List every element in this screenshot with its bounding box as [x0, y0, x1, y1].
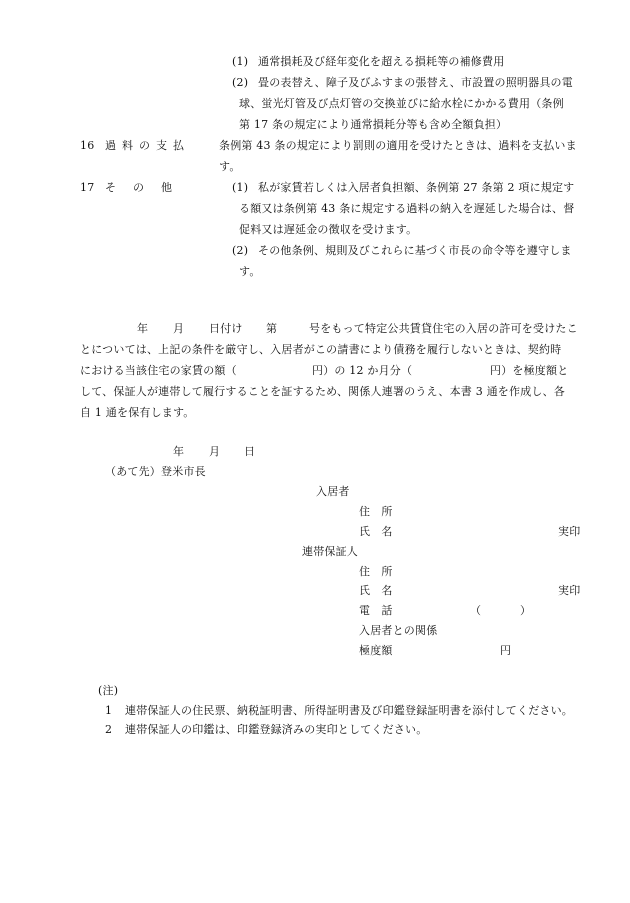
tenant-seal-label: 実印	[558, 525, 581, 538]
guarantor-phone-label: 電 話	[359, 604, 393, 617]
statement-line3-a: における当該住宅の家賃の額（	[80, 364, 237, 377]
tenant-address-label: 住 所	[359, 505, 393, 518]
clause15-item2-number: (2)	[232, 76, 249, 89]
clause16-line2: す。	[219, 160, 241, 173]
statement-line5: 自 1 通を保有します。	[80, 406, 195, 419]
statement-day: 日付け	[209, 322, 243, 335]
statement-number-prefix: 第	[266, 322, 278, 335]
clause15-item2-line2: 球、蛍光灯管及び点灯管の交換並びに給水栓にかかる費用（条例	[239, 97, 564, 110]
clause15-item1-text: 通常損耗及び経年変化を超える損耗等の補修費用	[258, 55, 505, 68]
guarantor-relation-label: 入居者との関係	[359, 624, 438, 637]
clause16-title: 過料の支払	[105, 139, 190, 152]
note2-text: 連帯保証人の印鑑は、印鑑登録済みの実印としてください。	[125, 723, 428, 736]
statement-year: 年	[137, 322, 149, 335]
clause17-item2-line1: その他条例、規則及びこれらに基づく市長の命令等を遵守しま	[258, 244, 572, 257]
guarantor-seal-label: 実印	[558, 584, 581, 597]
date-month-label: 月	[209, 445, 221, 458]
clause15-item2-line3: 第 17 条の規定により通常損耗分等も含め全額負担）	[239, 118, 508, 131]
clause15-item1-number: (1)	[232, 55, 249, 68]
guarantor-heading: 連帯保証人	[302, 545, 358, 558]
note2-number: 2	[105, 723, 113, 736]
tenant-heading: 入居者	[316, 485, 350, 498]
clause17-item2-line2: す。	[239, 265, 261, 278]
tenant-name-label: 氏 名	[359, 525, 393, 538]
clause16-number: 16	[80, 139, 95, 152]
clause16-line1: 条例第 43 条の規定により罰則の適用を受けたときは、過料を支払いま	[219, 139, 577, 152]
clause17-item1-number: (1)	[232, 181, 249, 194]
note1-text: 連帯保証人の住民票、納税証明書、所得証明書及び印鑑登録証明書を添付してください。	[125, 704, 573, 717]
guarantor-name-label: 氏 名	[359, 584, 393, 597]
notes-heading: (注)	[98, 684, 119, 697]
addressee: （あて先）登米市長	[105, 465, 206, 478]
date-day-label: 日	[244, 445, 256, 458]
statement-line4: して、保証人が連帯して履行することを証するため、関係人連署のうえ、本書 3 通を作成し、各	[80, 385, 565, 398]
clause17-item2-number: (2)	[232, 244, 249, 257]
guarantor-address-label: 住 所	[359, 565, 393, 578]
guarantor-phone-paren-close: ）	[520, 604, 532, 617]
guarantor-limit-unit: 円	[500, 644, 512, 657]
statement-line3-c: 円）を極度額と	[490, 364, 569, 377]
note1-number: 1	[105, 704, 113, 717]
clause17-item1-line1: 私が家賃若しくは入居者負担額、条例第 27 条第 2 項に規定す	[258, 181, 575, 194]
clause17-item1-line2: る額又は条例第 43 条に規定する過料の納入を遅延した場合は、督	[239, 202, 575, 215]
statement-line1-rest: 号をもって特定公共賃貸住宅の入居の許可を受けたこ	[309, 322, 578, 335]
guarantor-limit-label: 極度額	[359, 644, 393, 657]
statement-line3-b: 円）の 12 か月分（	[312, 364, 413, 377]
statement-month: 月	[173, 322, 185, 335]
date-year-label: 年	[173, 445, 185, 458]
clause15-item2-line1: 畳の表替え、障子及びふすまの張替え、市設置の照明器具の電	[258, 76, 573, 89]
guarantor-phone-paren-open: （	[470, 604, 482, 617]
clause17-item1-line3: 促料又は遅延金の徴収を受けます。	[239, 223, 418, 236]
statement-line2: とについては、上記の条件を厳守し、入居者がこの請書により債務を履行しないときは、契約時	[80, 343, 562, 356]
clause17-title: その他	[105, 181, 189, 194]
clause17-number: 17	[80, 181, 95, 194]
